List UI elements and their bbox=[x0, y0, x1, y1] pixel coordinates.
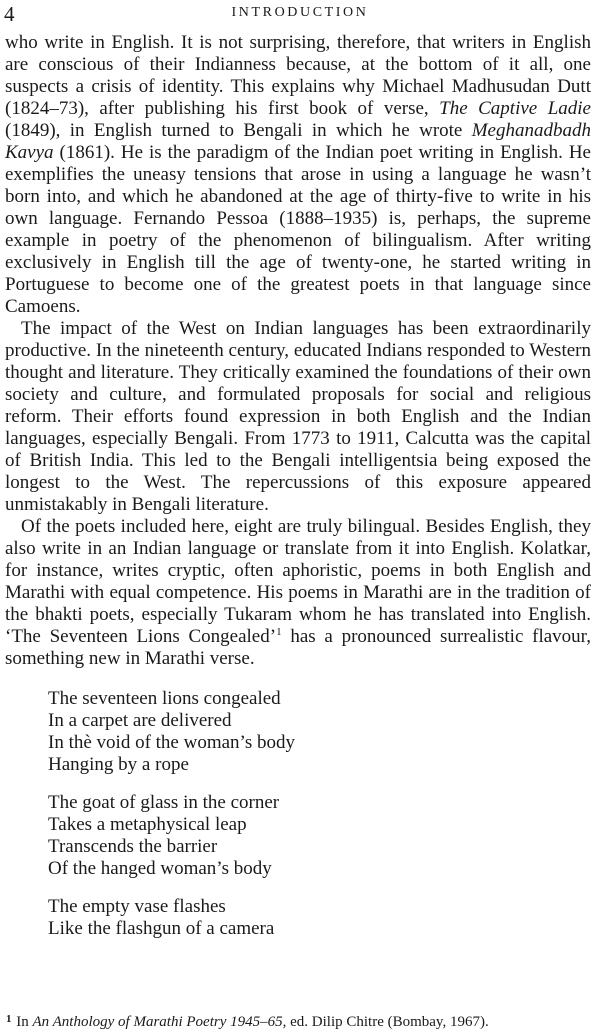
running-head: INTRODUCTION bbox=[231, 5, 369, 20]
poem-line: In thè void of the woman’s body bbox=[48, 732, 295, 753]
poem-line: The empty vase flashes bbox=[48, 896, 226, 917]
poem-line: Transcends the barrier bbox=[48, 836, 218, 857]
poem-line: The seventeen lions congealed bbox=[48, 688, 281, 709]
poem-line: In a carpet are delivered bbox=[48, 710, 232, 731]
paragraph-1 bbox=[5, 32, 591, 318]
paragraph-3 bbox=[5, 516, 591, 670]
paragraph-2: The impact of the West on Indian languages has been extraordinarily productive. In the nineteenth century, educated Indians responded to Western thought and literature. They critically examined the foundations of their own society and culture, and formulated proposals for social and religious reform. Their efforts found expression in both English and the Indian languages, especially Bengali. From 1773 to 1911, Calcutta was the capital of British India. This led to the Bengali intelligentsia being exposed the longest to the West. The repercussions of this exposure appeared unmistakably in Bengali literature. bbox=[5, 318, 591, 515]
page-number: 4 bbox=[4, 2, 15, 26]
footnote-book-title: An Anthology of Marathi Poetry 1945–65 bbox=[32, 1014, 283, 1030]
book-title-captive-ladie: The Captive Ladie bbox=[439, 98, 591, 119]
poem-line: Takes a metaphysical leap bbox=[48, 814, 247, 835]
footnote-text-a: In bbox=[16, 1014, 33, 1030]
body-text bbox=[5, 32, 591, 940]
footnote-text-b: , ed. Dilip Chitre (Bombay, 1967). bbox=[282, 1014, 489, 1030]
poem-line: The goat of glass in the corner bbox=[48, 792, 280, 813]
book-title-meghanadbadh-kavya: Meghanadbadh Kavya bbox=[5, 120, 591, 163]
poem-stanza bbox=[48, 688, 591, 776]
poem bbox=[48, 688, 591, 940]
footnote bbox=[6, 1010, 596, 1031]
poem-stanza bbox=[48, 792, 591, 880]
footnote-reference: 1 bbox=[276, 626, 282, 638]
paragraph-1-text-a: who write in English. It is not surprising, therefore, that writers in English are conscious of their Indianness because, at the bottom of it all, one suspects a crisis of identity. This explains why Michael Madhusudan Dutt (1824–73), after publishing his first book of verse, bbox=[5, 32, 591, 119]
page-header bbox=[4, 2, 596, 30]
poem-line: Hanging by a rope bbox=[48, 754, 189, 775]
paragraph-3-text-b: has a pronounced surrealistic flavour, something new in Marathi verse. bbox=[5, 626, 591, 669]
footnote-marker: 1 bbox=[6, 1013, 12, 1025]
poem-stanza bbox=[48, 896, 591, 940]
poem-line: Like the flashgun of a camera bbox=[48, 918, 275, 939]
paragraph-1-text-b: (1849), in English turned to Bengali in which he wrote bbox=[5, 120, 472, 141]
paragraph-3-text-a: Of the poets included here, eight are truly bilingual. Besides English, they also write in an Indian language or translate from it into English. Kolatkar, for instance, writes cryptic, often aphoristic, poems in both English and Marathi with equal competence. His poems in Marathi are in the tradition of the bhakti poets, especially Tukaram whom he has translated into English. ‘The Seventeen Lions Congealed’ bbox=[5, 516, 591, 647]
paragraph-1-text-c: (1861). He is the paradigm of the Indian poet writing in English. He exemplifies the uneasy tensions that arose in using a language he wasn’t born into, and which he abandoned at the age of thirty-five to write in his own language. Fernando Pessoa (1888–1935) is, perhaps, the supreme example in poetry of the phenomenon of bilingualism. After writing exclusively in English till the age of twenty-one, he started writing in Portuguese to become one of the greatest poets in that language since Camoens. bbox=[5, 142, 591, 317]
poem-line: Of the hanged woman’s body bbox=[48, 858, 272, 879]
